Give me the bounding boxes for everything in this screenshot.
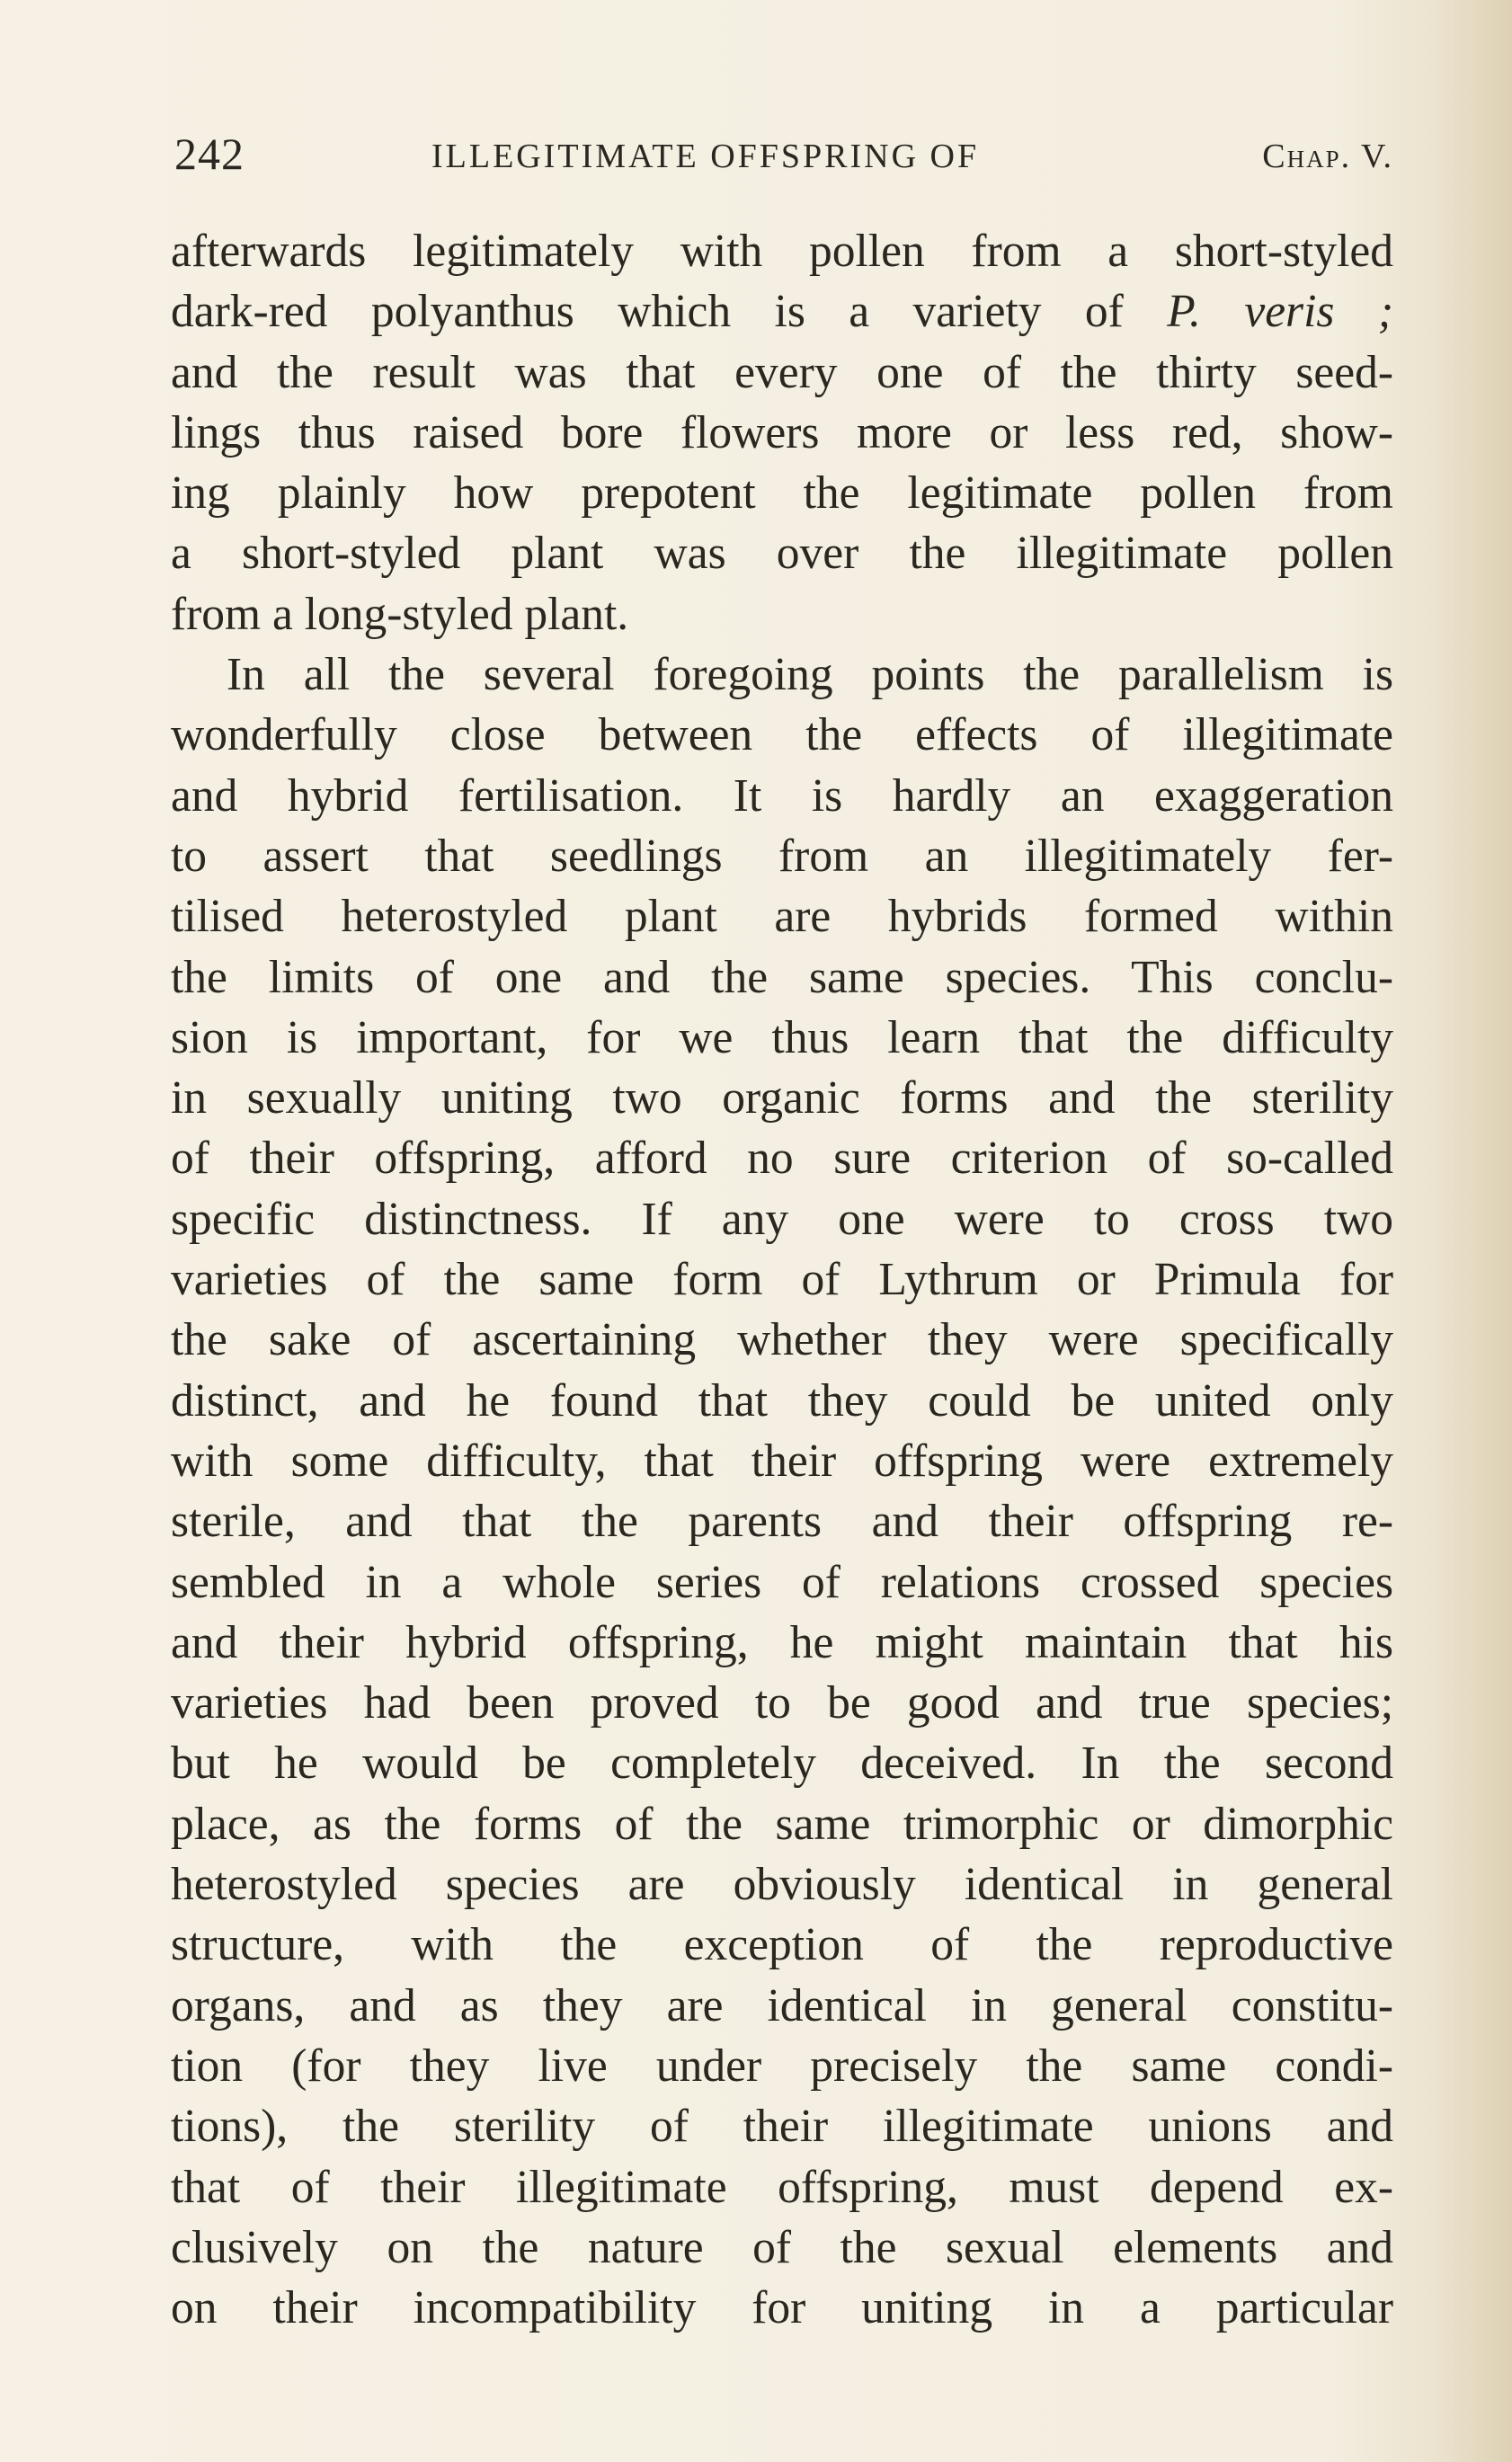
running-title: ILLEGITIMATE OFFSPRING OF xyxy=(431,138,980,175)
page-number: 242 xyxy=(174,129,245,179)
text-line: specific distinctness. If any one were to cross two xyxy=(171,1193,1393,1245)
text-line: structure, with the exception of the reproductive xyxy=(171,1919,1393,1971)
paragraph-2 xyxy=(171,644,1393,2338)
text-line: clusively on the nature of the sexual elements and xyxy=(171,2221,1393,2273)
text-line: sembled in a whole series of relations crossed species xyxy=(171,1556,1393,1608)
body-text xyxy=(171,221,1393,2338)
text-line: distinct, and he found that they could be united only xyxy=(171,1374,1393,1427)
text-line: wonderfully close between the effects of illegitimate xyxy=(171,709,1393,761)
text-line: varieties had been proved to be good and true species; xyxy=(171,1677,1393,1729)
text-line: place, as the forms of the same trimorphic or dimorphic xyxy=(171,1798,1393,1850)
text-line: afterwards legitimately with pollen from a short-styled xyxy=(171,226,1393,277)
text-line: organs, and as they are identical in general constitu- xyxy=(171,1979,1393,2031)
text-line: sterile, and that the parents and their offspring re- xyxy=(171,1496,1393,1548)
text-line: and the result was that every one of the thirty seed- xyxy=(171,346,1393,398)
chapter-reference: Chap. V. xyxy=(1262,138,1393,175)
text-line: and their hybrid offspring, he might maintain that his xyxy=(171,1616,1393,1668)
text-line: the sake of ascertaining whether they were specifically xyxy=(171,1314,1393,1366)
text-line: the limits of one and the same species. This conclu- xyxy=(171,951,1393,1003)
text-line: ing plainly how prepotent the legitimate pollen from xyxy=(171,467,1393,520)
text-line: from a long-styled plant. xyxy=(171,588,629,640)
text-line: of their offspring, afford no sure criterion of so-called xyxy=(171,1133,1393,1185)
text-line: tions), the sterility of their illegitimate unions and xyxy=(171,2101,1393,2153)
species-name: P. veris ; xyxy=(1167,286,1393,338)
text-line: that of their illegitimate offspring, must depend ex- xyxy=(171,2161,1393,2213)
text-line: varieties of the same form of Lythrum or Primula for xyxy=(171,1254,1393,1306)
text-line: to assert that seedlings from an illegitimately fer- xyxy=(171,830,1393,882)
text-line: lings thus raised bore flowers more or less red, show- xyxy=(171,406,1393,458)
paragraph-1 xyxy=(171,221,1393,644)
text-line: tion (for they live under precisely the same condi- xyxy=(171,2040,1393,2092)
text-line: but he would be completely deceived. In the second xyxy=(171,1738,1393,1790)
text-line: In all the several foregoing points the parallelism is xyxy=(227,649,1393,701)
text-line: sion is important, for we thus learn that the difficulty xyxy=(171,1011,1393,1063)
text-line: with some difficulty, that their offspring were extremely xyxy=(171,1435,1393,1487)
text-line: heterostyled species are obviously identical in general xyxy=(171,1859,1393,1911)
text-line: tilised heterostyled plant are hybrids formed within xyxy=(171,891,1393,943)
page-header xyxy=(174,128,1393,182)
text-line: a short-styled plant was over the illegitimate pollen xyxy=(171,528,1393,580)
text-line xyxy=(171,281,1393,342)
text-line: and hybrid fertilisation. It is hardly an exaggeration xyxy=(171,769,1393,822)
text-segment: dark-red polyanthus which is a variety of xyxy=(171,286,1124,338)
text-line: in sexually uniting two organic forms and the sterility xyxy=(171,1072,1393,1124)
text-line: on their incompatibility for uniting in a particular xyxy=(171,2282,1393,2334)
